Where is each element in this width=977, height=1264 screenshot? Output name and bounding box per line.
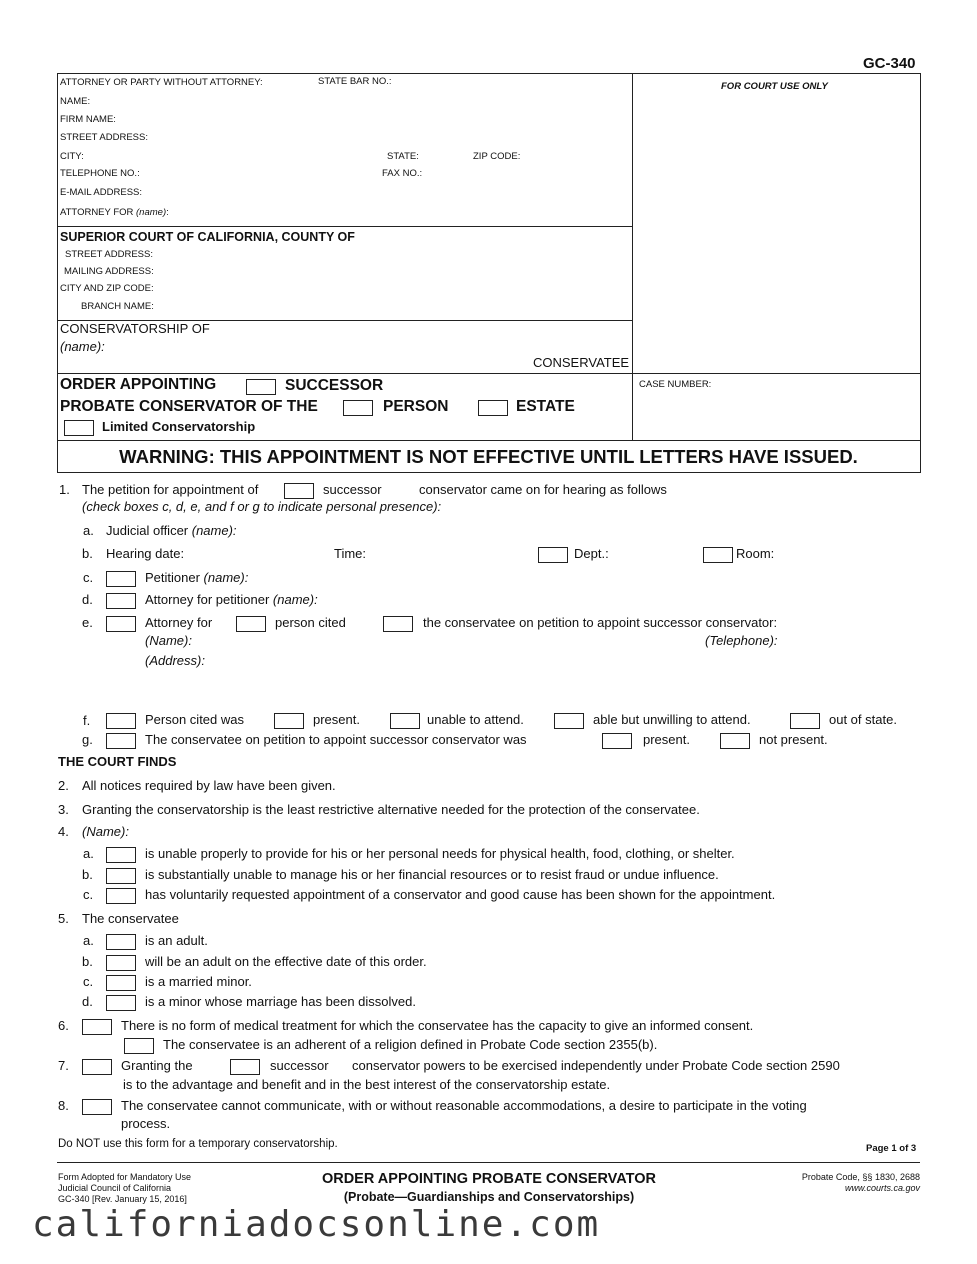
footer-left: Form Adopted for Mandatory Use Judicial Council of California GC-340 [Rev. January 15, 2016] [58, 1172, 192, 1204]
item1b-label: b. [82, 546, 93, 561]
item5d-checkbox[interactable] [106, 995, 136, 1011]
warning-banner: WARNING: THIS APPOINTMENT IS NOT EFFECTIVE UNTIL LETTERS HAVE ISSUED. [119, 446, 858, 467]
item4b-checkbox[interactable] [106, 868, 136, 884]
g-not-present-label: not present. [759, 732, 828, 747]
item1a-label: a. [83, 523, 94, 538]
attorney-for-text: Attorney for [145, 615, 213, 630]
item4c-text: has voluntarily requested appointment of a conservator and good cause has been shown for the appointment. [145, 887, 776, 902]
item1e-label: e. [82, 615, 93, 630]
item6-checkbox[interactable] [82, 1019, 112, 1035]
court-use-label: FOR COURT USE ONLY [721, 81, 828, 92]
dept-label: Dept.: [574, 546, 609, 561]
e-telephone-label: (Telephone): [705, 633, 778, 648]
item5c-checkbox[interactable] [106, 975, 136, 991]
item1g-label: g. [82, 732, 93, 747]
f-out-of-state-label: out of state. [829, 712, 897, 727]
g-present-label: present. [643, 732, 690, 747]
attorney-for-label: ATTORNEY FOR (name): [60, 207, 169, 218]
conservatorship-of: CONSERVATORSHIP OF [60, 321, 210, 336]
item6-number: 6. [58, 1018, 69, 1033]
item7-checkbox[interactable] [82, 1059, 112, 1075]
person-cited-was-label: Person cited was [145, 712, 244, 727]
estate-checkbox[interactable] [478, 400, 508, 416]
court-city-label: CITY AND ZIP CODE: [60, 283, 154, 294]
g-checkbox[interactable] [106, 733, 136, 749]
item7-number: 7. [58, 1058, 69, 1073]
limited-checkbox[interactable] [64, 420, 94, 436]
f-out-of-state-checkbox[interactable] [790, 713, 820, 729]
order-appointing: ORDER APPOINTING [60, 376, 217, 393]
attorney-petitioner-checkbox[interactable] [106, 593, 136, 609]
item7-text-c: conservator powers to be exercised independently under Probate Code section 2590 [352, 1058, 840, 1073]
item7-successor-label: successor [270, 1058, 329, 1073]
f-unable-label: unable to attend. [427, 712, 524, 727]
telephone-label: TELEPHONE NO.: [60, 168, 140, 179]
name-label: NAME: [60, 96, 91, 107]
person-checkbox[interactable] [343, 400, 373, 416]
fax-label: FAX NO.: [382, 168, 423, 179]
f-unwilling-label: able but unwilling to attend. [593, 712, 751, 727]
item4a-text: is unable properly to provide for his or her personal needs for physical health, food, clothing, or shelter. [145, 846, 735, 861]
court-street-label: STREET ADDRESS: [65, 249, 153, 260]
f-present-label: present. [313, 712, 360, 727]
city-label: CITY: [60, 151, 84, 162]
footer-right: Probate Code, §§ 1830, 2688 www.courts.ca.gov [801, 1172, 920, 1193]
court-branch-label: BRANCH NAME: [81, 301, 154, 312]
item1-note: (check boxes c, d, e, and f or g to indicate personal presence): [82, 499, 442, 514]
judicial-officer-label: Judicial officer (name): [106, 523, 237, 538]
successor-label: SUCCESSOR [285, 377, 384, 394]
firm-label: FIRM NAME: [60, 114, 116, 125]
probate-conservator-label: PROBATE CONSERVATOR OF THE [60, 398, 318, 415]
time-label: Time: [334, 546, 367, 561]
form-id: GC-340 [863, 55, 916, 72]
item1-text-c: conservator came on for hearing as follows [419, 482, 667, 497]
item5-text: The conservatee [82, 911, 179, 926]
attorney-for-checkbox[interactable] [106, 616, 136, 632]
conservatee-label: CONSERVATEE [533, 355, 630, 370]
conservatee-petition-label: the conservatee on petition to appoint successor conservator: [423, 615, 778, 630]
item3-text: Granting the conservatorship is the least restrictive alternative needed for the protection of the conservatee. [82, 802, 700, 817]
item6-religion-text: The conservatee is an adherent of a religion defined in Probate Code section 2355(b). [163, 1037, 658, 1052]
item8-line2: process. [121, 1116, 171, 1131]
item4b-label: b. [82, 867, 93, 882]
court-mailing-label: MAILING ADDRESS: [64, 266, 154, 277]
e-name-label: (Name): [145, 633, 192, 648]
item1d-label: d. [82, 592, 93, 607]
f-unable-checkbox[interactable] [390, 713, 420, 729]
room-label: Room: [736, 546, 775, 561]
conservatee-name-label: (name): [60, 339, 105, 354]
item8-number: 8. [58, 1098, 69, 1113]
limited-label: Limited Conservatorship [102, 419, 256, 434]
item5d-text: is a minor whose marriage has been dissolved. [145, 994, 416, 1009]
item1f-label: f. [83, 713, 91, 728]
item5b-label: b. [82, 954, 93, 969]
item8-text: The conservatee cannot communicate, with or without reasonable accommodations, a desire to participate in the voting [121, 1098, 807, 1113]
item5a-checkbox[interactable] [106, 934, 136, 950]
item3-number: 3. [58, 802, 69, 817]
person-label: PERSON [383, 398, 449, 415]
court-finds-heading: THE COURT FINDS [58, 754, 177, 769]
petitioner-label: Petitioner (name): [145, 570, 249, 585]
item4-name-label: (Name): [82, 824, 129, 839]
court-title: SUPERIOR COURT OF CALIFORNIA, COUNTY OF [60, 230, 355, 244]
item7-text-a: Granting the [121, 1058, 193, 1073]
item5b-text: will be an adult on the effective date of this order. [145, 954, 427, 969]
dept-checkbox[interactable] [538, 547, 568, 563]
item5c-label: c. [83, 974, 94, 989]
item1-number: 1. [59, 482, 70, 497]
case-number-label: CASE NUMBER: [639, 379, 712, 390]
item4c-label: c. [83, 887, 94, 902]
attorney-petitioner-label: Attorney for petitioner (name): [145, 592, 318, 607]
person-cited-checkbox[interactable] [236, 616, 266, 632]
item8-checkbox[interactable] [82, 1099, 112, 1115]
item4a-label: a. [83, 846, 94, 861]
item1-text: The petition for appointment of [82, 482, 259, 497]
conservatee-petition-checkbox[interactable] [383, 616, 413, 632]
do-not-use-note: Do NOT use this form for a temporary conservatorship. [58, 1138, 338, 1150]
f-unwilling-checkbox[interactable] [554, 713, 584, 729]
item1-successor-label: successor [323, 482, 382, 497]
item7-successor-checkbox[interactable] [230, 1059, 260, 1075]
item5a-text: is an adult. [145, 933, 208, 948]
person-cited-label: person cited [275, 615, 346, 630]
petitioner-checkbox[interactable] [106, 571, 136, 587]
zip-label: ZIP CODE: [473, 151, 521, 162]
item7-line2: is to the advantage and benefit and in the best interest of the conservatorship estate. [123, 1077, 611, 1092]
footer-title: ORDER APPOINTING PROBATE CONSERVATOR [321, 1171, 657, 1187]
item5d-label: d. [82, 994, 93, 1009]
estate-label: ESTATE [516, 398, 575, 415]
e-address-label: (Address): [145, 653, 205, 668]
item5b-checkbox[interactable] [106, 955, 136, 971]
email-label: E-MAIL ADDRESS: [60, 187, 143, 198]
f-present-checkbox[interactable] [274, 713, 304, 729]
item4a-checkbox[interactable] [106, 847, 136, 863]
item2-text: All notices required by law have been given. [82, 778, 336, 793]
item2-number: 2. [58, 778, 69, 793]
state-bar-label: STATE BAR NO.: [318, 76, 392, 87]
item4b-text: is substantially unable to manage his or her financial resources or to resist fraud or undue influence. [145, 867, 719, 882]
state-label: STATE: [387, 151, 419, 162]
g-present-checkbox[interactable] [602, 733, 632, 749]
item1-successor-checkbox[interactable] [284, 483, 314, 499]
g-not-present-checkbox[interactable] [720, 733, 750, 749]
g-text: The conservatee on petition to appoint successor conservator was [145, 732, 527, 747]
attorney-label: ATTORNEY OR PARTY WITHOUT ATTORNEY: [60, 77, 263, 88]
item4-number: 4. [58, 824, 69, 839]
successor-checkbox[interactable] [246, 379, 276, 395]
footer-subtitle: (Probate—Guardianships and Conservatorships) [343, 1190, 635, 1204]
room-checkbox[interactable] [703, 547, 733, 563]
item6-text: There is no form of medical treatment for which the conservatee has the capacity to give an informed consent. [121, 1018, 754, 1033]
item1c-label: c. [83, 570, 94, 585]
hearing-date-label: Hearing date: [106, 546, 185, 561]
page-number: Page 1 of 3 [866, 1143, 917, 1154]
item5a-label: a. [83, 933, 94, 948]
item4c-checkbox[interactable] [106, 888, 136, 904]
item5c-text: is a married minor. [145, 974, 252, 989]
street-label: STREET ADDRESS: [60, 132, 148, 143]
person-cited-was-checkbox[interactable] [106, 713, 136, 729]
item5-number: 5. [58, 911, 69, 926]
watermark: californiadocsonline.com [32, 1204, 601, 1245]
item6-religion-checkbox[interactable] [124, 1038, 154, 1054]
